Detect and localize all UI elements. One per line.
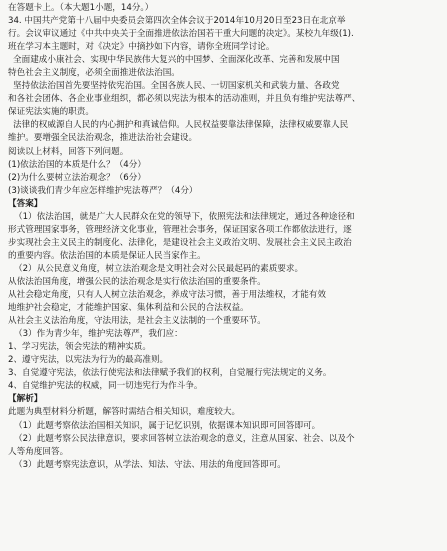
instruction-line: 在答题卡上。（本大题1小题，14分。） <box>8 3 154 13</box>
material-paragraph: 保证宪法实施的职责。 <box>8 107 94 118</box>
analysis-heading: 【解析】 <box>8 394 43 405</box>
answer-heading: 【答案】 <box>8 198 43 209</box>
analysis-line: （3）此题考察宪法意识，从学法、知法、守法、用法的角度回答即可。 <box>14 459 286 470</box>
answer-line: 形式管理国家事务，管理经济文化事业，管理社会事务，保证国家各项工作都依法进行，逐 <box>8 224 352 235</box>
material-paragraph: 坚持依法治国首先要坚持依宪治国。全国各族人民、一切国家机关和武装力量、各政党 <box>13 81 340 92</box>
answer-line: （2）从公民意义角度，树立法治观念是文明社会对公民最起码的素质要求。 <box>14 263 304 274</box>
sub-question: (1)依法治国的本质是什么？（4分） <box>8 159 146 170</box>
sub-question: (2)为什么要树立法治观念？（6分） <box>8 172 146 183</box>
question-stem: 34. 中国共产党第十八届中央委员会第四次全体会议于2014年10月20日至23日在北京举 <box>8 16 346 27</box>
material-paragraph: 全面建成小康社会、实现中华民族伟大复兴的中国梦、全面深化改革、完善和发展中国 <box>13 55 340 66</box>
answer-line: 地维护社会稳定，才能维护国家、集体利益和公民的合法权益。 <box>8 303 249 314</box>
answer-list-item: 4、自觉维护宪法的权威，同一切违宪行为作斗争。 <box>8 381 203 392</box>
question-stem: 班在学习本主题时，对《决定》中摘抄如下内容，请你全班同学讨论。 <box>8 42 275 53</box>
answer-line: 从社会稳定角度，只有人人树立法治观念，养成守法习惯，善于用法维权，才能有效 <box>8 290 326 301</box>
material-paragraph: 维护。要增强全民法治观念，推进法治社会建设。 <box>8 133 198 144</box>
answer-line: 从社会主义法治角度，守法用法，是社会主义法制的一个重要环节。 <box>8 316 266 327</box>
analysis-line: （1）此题考察依法治国相关知识，属于记忆识别，依据课本知识即可回答即可。 <box>14 420 321 431</box>
material-paragraph: 法律的权威源自人民的内心拥护和真诚信仰。人民权益要靠法律保障，法律权威要靠人民 <box>13 120 349 131</box>
question-prompt: 阅读以上材料，回答下列问题。 <box>8 146 129 157</box>
answer-line: 步实现社会主义民主的制度化、法律化，是建设社会主义政治文明、发展社会主义民主政治 <box>8 237 352 248</box>
sub-question: (3)谈谈我们青少年应怎样维护宪法尊严？（4分） <box>8 185 198 196</box>
analysis-line: 此题为典型材料分析题，解答时需结合相关知识，难度较大。 <box>8 407 241 418</box>
answer-list-item: 2、遵守宪法，以宪法为行为的最高准则。 <box>8 355 169 366</box>
answer-line: 的重要内容。依法治国的本质是保证人民当家作主。 <box>8 250 206 261</box>
material-paragraph: 特色社会主义制度，必须全面推进依法治国。 <box>8 68 180 79</box>
material-paragraph: 和各社会团体、各企业事业组织，都必须以宪法为根本的活动准则，并且负有维护宪法尊严、 <box>8 94 361 105</box>
question-stem: 行。会议审议通过《中共中央关于全面推进依法治国若干重大问题的决定》。某校九年级(1). <box>8 29 354 40</box>
answer-line: （1）依法治国，就是广大人民群众在党的领导下，依照宪法和法律规定，通过各种途径和 <box>14 211 355 222</box>
analysis-line: 人等角度回答。 <box>8 446 69 457</box>
answer-line: （3）作为青少年，维护宪法尊严，我们应： <box>14 329 183 340</box>
answer-line: 从依法治国角度，增强公民的法治观念是实行依法治国的重要条件。 <box>8 276 266 287</box>
analysis-line: （2）此题考察公民法律意识，要求回答树立法治观念的意义，注意从国家、社会、以及个 <box>14 433 355 444</box>
answer-list-item: 3、自觉遵守宪法，依法行使宪法和法律赋予我们的权利，自觉履行宪法规定的义务。 <box>8 368 332 379</box>
answer-list-item: 1、学习宪法，领会宪法的精神实质。 <box>8 342 151 353</box>
